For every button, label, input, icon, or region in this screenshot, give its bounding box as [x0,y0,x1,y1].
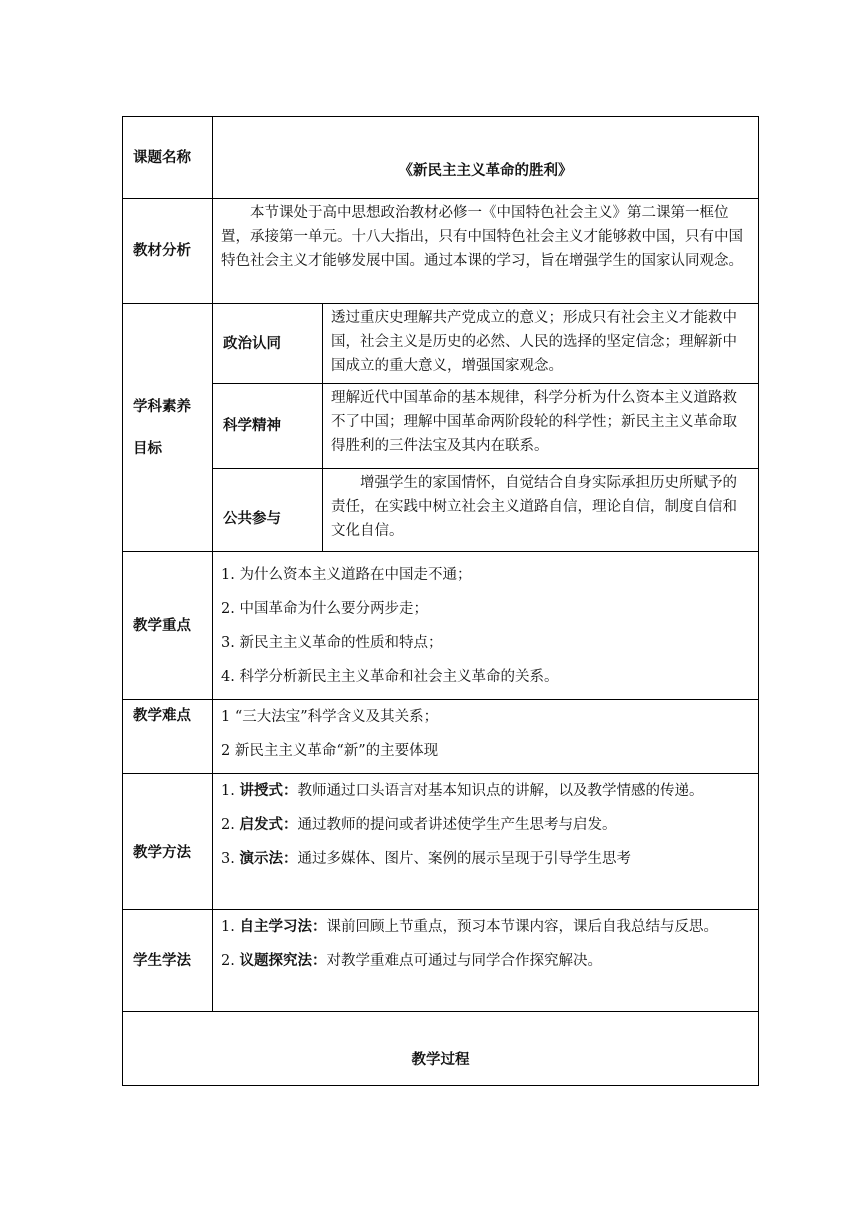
label-key-points: 教学重点 [123,552,213,700]
key-point-item: 1. 为什么资本主义道路在中国走不通； [221,566,472,583]
row-learning [123,910,759,1012]
method-term: 启发式： [239,816,298,833]
row-key-points [123,552,759,700]
row-process [123,1012,759,1086]
key-point-item: 4. 科学分析新民主主义革命和社会主义革命的关系。 [221,668,559,685]
row-analysis [123,199,759,304]
label-goals-line2: 目标 [133,439,162,457]
lesson-title: 《新民主主义革命的胜利》 [213,117,759,199]
row-methods [123,774,759,910]
learning-term: 自主学习法： [239,918,327,935]
row-difficulties [123,700,759,774]
label-goals [123,304,213,552]
analysis-text: 本节课处于高中思想政治教材必修一《中国特色社会主义》第二课第一框位置，承接第一单元。十八大指出，只有中国特色社会主义才能够救中国，只有中国特色社会主义才能够发展中国。通过本课的学习，旨在增强学生的国家认同观念。 [213,199,759,304]
row-title [123,117,759,199]
row-goal-public [123,469,759,552]
label-difficulties: 教学难点 [123,700,213,774]
goal-label-public: 公共参与 [213,469,323,552]
process-heading: 教学过程 [123,1012,759,1086]
difficulty-item: 1 “三大法宝”科学含义及其关系； [221,709,439,725]
row-goal-science [123,384,759,469]
goal-label-political: 政治认同 [213,304,323,384]
learning-term: 议题探究法： [239,952,327,969]
difficulty-item: 2 新民主主义革命“新”的主要体现 [221,743,439,759]
label-learning: 学生学法 [123,910,213,1012]
method-term: 演示法： [239,850,298,867]
label-title: 课题名称 [123,117,213,199]
goal-text-political: 透过重庆史理解共产党成立的意义；形成只有社会主义才能救中国，社会主义是历史的必然、人民的选择的坚定信念；理解新中国成立的重大意义，增强国家观念。 [323,304,759,384]
difficulties-list [213,700,759,774]
key-point-item: 2. 中国革命为什么要分两步走； [221,600,428,617]
key-point-item: 3. 新民主主义革命的性质和特点； [221,634,443,651]
methods-list [213,774,759,910]
goal-label-science: 科学精神 [213,384,323,469]
method-item: 2. 启发式：通过教师的提问或者讲述使学生产生思考与启发。 [221,816,617,833]
label-goals-line1: 学科素养 [133,397,191,415]
label-analysis: 教材分析 [123,199,213,304]
learning-list [213,910,759,1012]
method-term: 讲授式： [239,782,298,799]
learning-item: 1. 自主学习法：课前回顾上节重点，预习本节课内容，课后自我总结与反思。 [221,918,718,935]
lesson-plan-table [122,116,759,1086]
key-points-list [213,552,759,700]
goal-text-public: 增强学生的家国情怀，自觉结合自身实际承担历史所赋予的责任，在实践中树立社会主义道路自信，理论自信，制度自信和文化自信。 [323,469,759,552]
method-item: 3. 演示法：通过多媒体、图片、案例的展示呈现于引导学生思考 [221,850,631,867]
method-item: 1. 讲授式：教师通过口头语言对基本知识点的讲解，以及教学情感的传递。 [221,782,704,799]
label-methods: 教学方法 [123,774,213,910]
row-goal-political [123,304,759,384]
goal-text-science: 理解近代中国革命的基本规律，科学分析为什么资本主义道路救不了中国；理解中国革命两阶段轮的科学性；新民主主义革命取得胜利的三件法宝及其内在联系。 [323,384,759,469]
learning-item: 2. 议题探究法：对教学重难点可通过与同学合作探究解决。 [221,952,602,969]
